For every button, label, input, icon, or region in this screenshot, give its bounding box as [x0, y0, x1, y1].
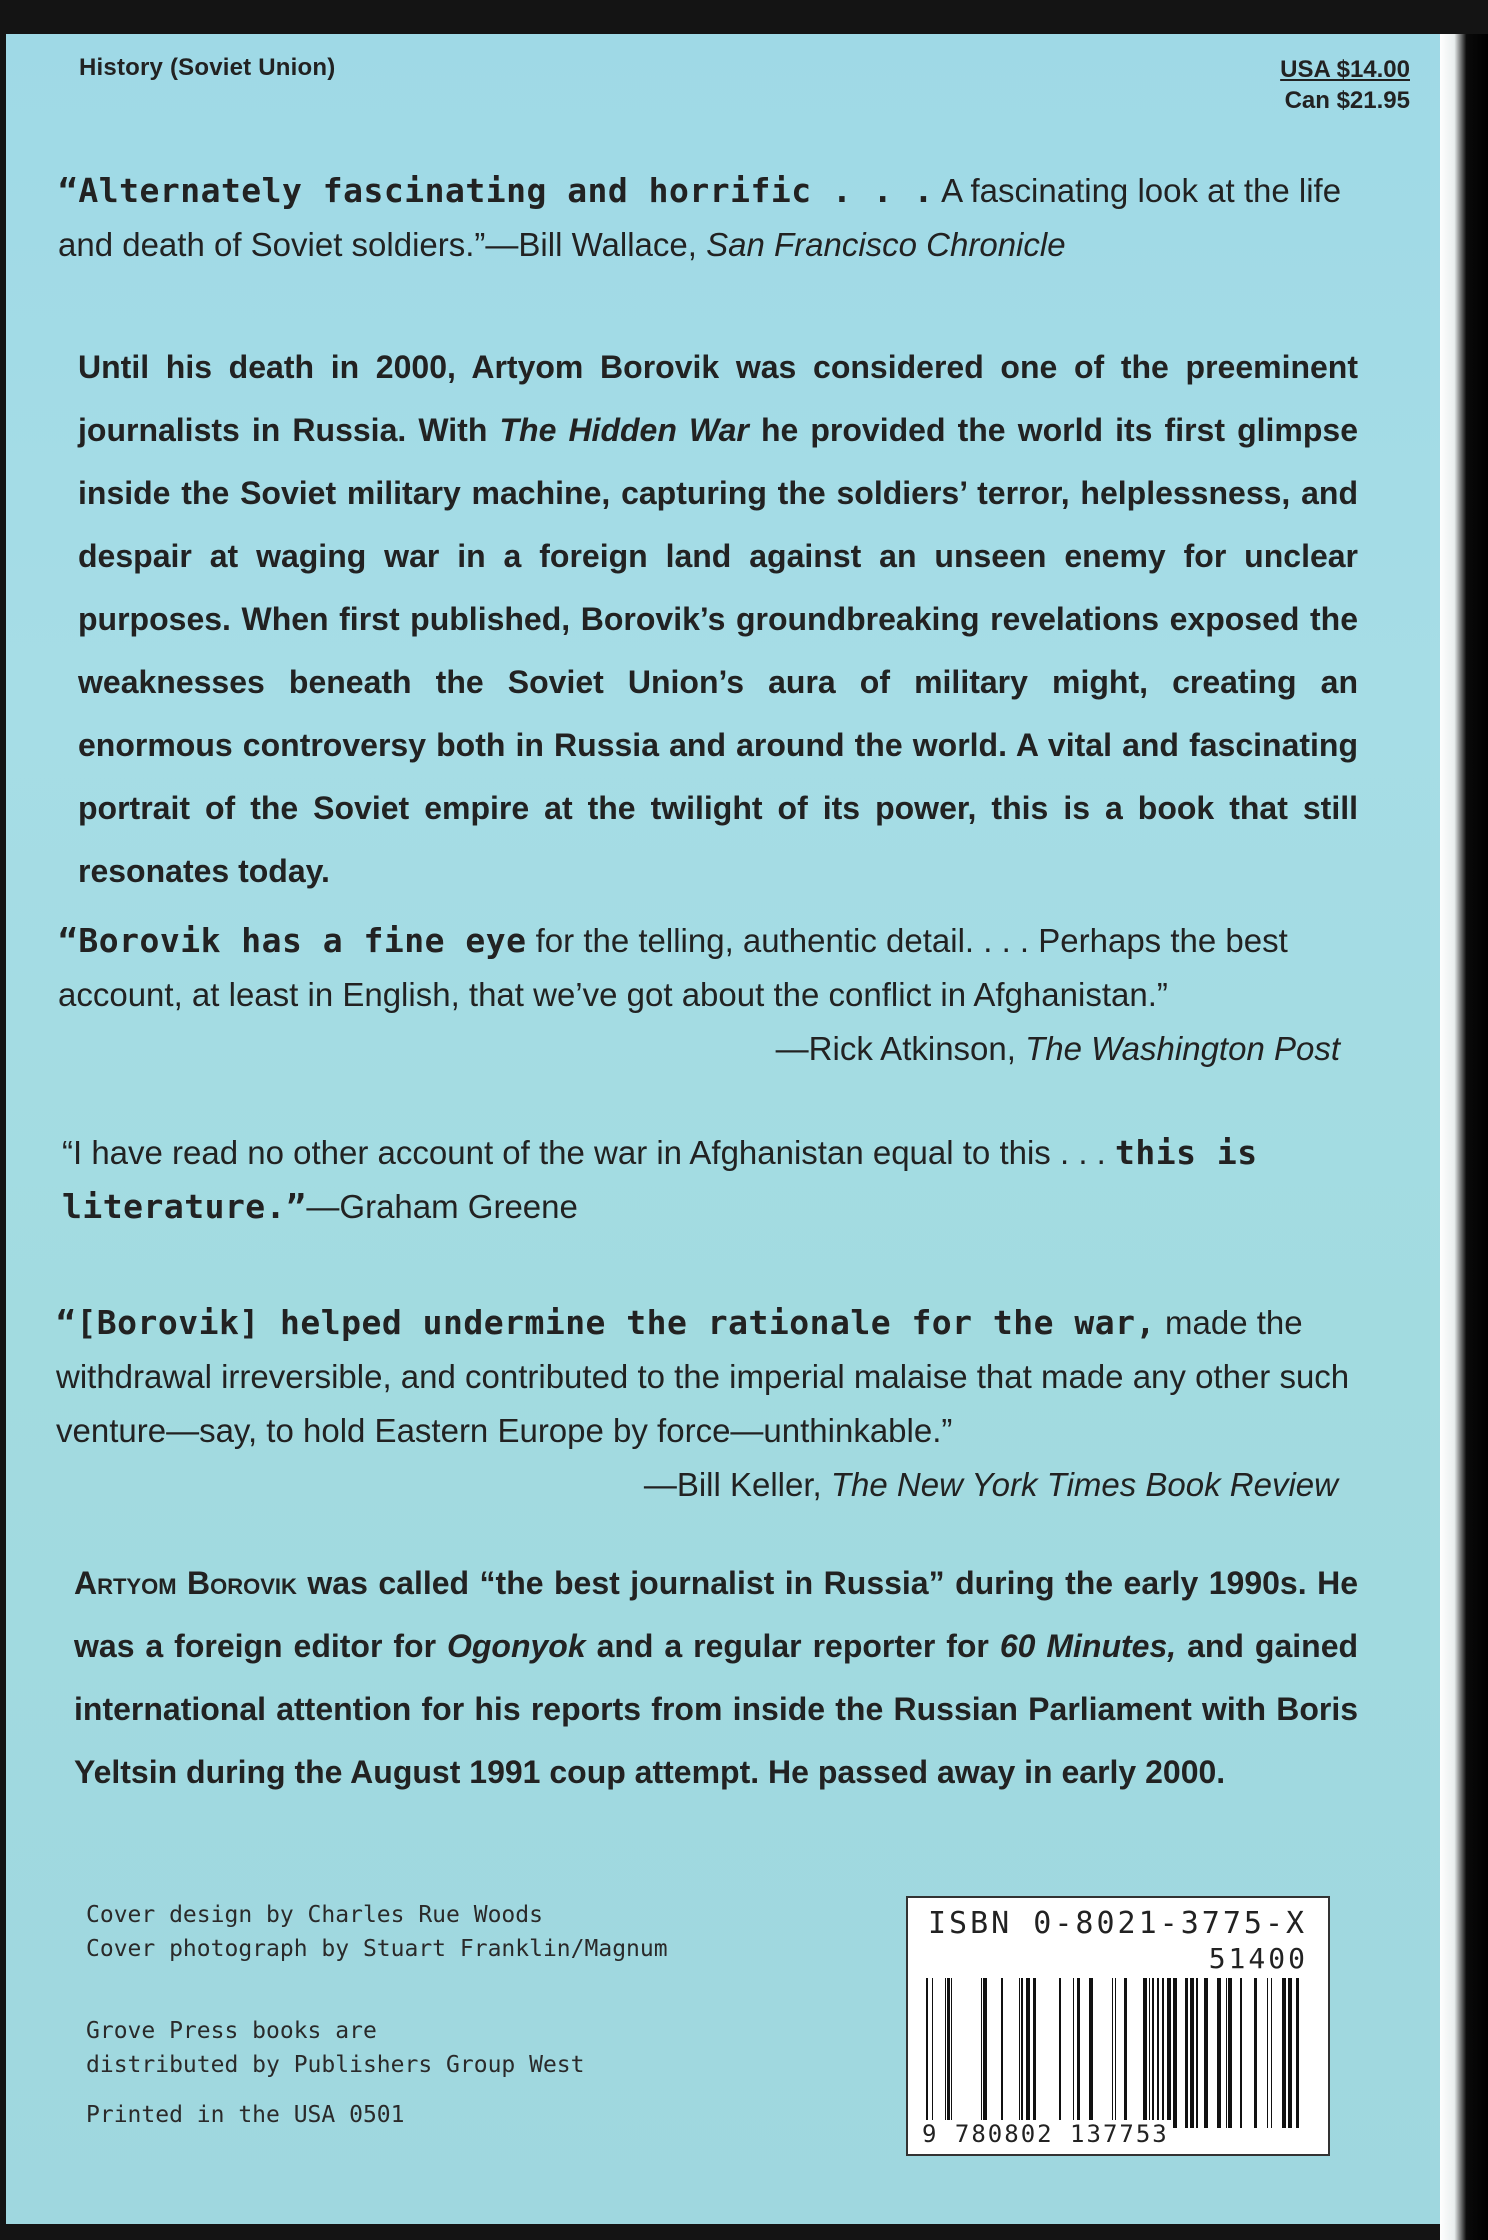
quote-keller — [56, 1296, 1356, 1512]
quote-greene-text: “I have read no other account of the war in Afghanistan equal to this . . . — [62, 1134, 1115, 1171]
cover-edge — [1440, 34, 1488, 2240]
barcode-bars-icon — [922, 1978, 1314, 2128]
quote-keller-attribution: —Bill Keller, The New York Times Book Review — [643, 1466, 1338, 1503]
quote-keller-lead: “[Borovik] helped undermine the rationale for the war, — [56, 1303, 1156, 1342]
author-bio: Artyom Borovik was called “the best journalist in Russia” during the early 1990s. He was a foreign editor for Ogonyok and a regular reporter for 60 Minutes, and gained international attention for his reports from inside the Russian Parliament with Boris Yeltsin during the August 1991 coup attempt. He passed away in early 2000. — [74, 1565, 1359, 1790]
book-title: The Hidden War — [499, 412, 749, 448]
price-block — [1280, 54, 1410, 116]
magazine-ogonyok: Ogonyok — [446, 1628, 586, 1664]
isbn-number: ISBN 0-8021-3775-X — [928, 1906, 1308, 1941]
quote-atkinson — [58, 914, 1358, 1076]
quote-keller-source: The New York Times Book Review — [830, 1466, 1338, 1503]
back-cover — [6, 34, 1464, 2224]
program-60-minutes: 60 Minutes, — [999, 1628, 1177, 1664]
quote-wallace — [58, 164, 1358, 272]
price-can: Can $21.95 — [1284, 87, 1410, 114]
quote-atkinson-attribution: —Rick Atkinson, The Washington Post — [775, 1030, 1340, 1067]
cover-photo-credit: Cover photograph by Stuart Franklin/Magnum — [86, 1936, 668, 1962]
description-part1: Until his death in 2000, Artyom Borovik was considered one of the preeminent journalists in Russia. With — [78, 349, 1358, 448]
barcode-price-code: 51400 — [1208, 1942, 1308, 1975]
isbn-barcode — [906, 1896, 1330, 2156]
quote-greene-lead: this is literature.” — [62, 1133, 1258, 1226]
quote-wallace-text: A fascinating look at the life and death of Soviet soldiers.”—Bill Wallace, — [58, 172, 1342, 263]
printed-note: Printed in the USA 0501 — [86, 2102, 405, 2128]
quote-greene — [62, 1126, 1362, 1234]
quote-keller-text: made the withdrawal irreversible, and contributed to the imperial malaise that made any other such venture—say, to hold Eastern Europe by force—unthinkable.” — [56, 1304, 1350, 1449]
cover-credits — [86, 1898, 668, 1966]
cover-design-credit: Cover design by Charles Rue Woods — [86, 1902, 543, 1928]
description-paragraph — [78, 336, 1358, 903]
barcode-number: 9 780802 137753 — [922, 2120, 1173, 2148]
quote-wallace-source: San Francisco Chronicle — [706, 226, 1066, 263]
quote-atkinson-lead: “Borovik has a fine eye — [58, 921, 527, 960]
category-label: History (Soviet Union) — [79, 54, 336, 81]
quote-wallace-lead: “Alternately fascinating and horrific . . . — [58, 171, 934, 210]
quote-atkinson-source: The Washington Post — [1025, 1030, 1340, 1067]
price-usa: USA $14.00 — [1280, 56, 1410, 83]
description-part2: he provided the world its first glimpse inside the Soviet military machine, capturing the soldiers’ terror, helplessness, and despair at waging war in a foreign land against an unseen enemy for unclear purposes. When first published, Borovik’s groundbreaking revelations exposed the weaknesses beneath the Soviet Union’s aura of military might, creating an enormous controversy both in Russia and around the world. A vital and fascinating portrait of the Soviet empire at the twilight of its power, this is a book that still resonates today. — [78, 412, 1359, 889]
quote-atkinson-text: for the telling, authentic detail. . . . Perhaps the best account, at least in English, that we’ve got about the conflict in Afghanistan.” — [58, 922, 1288, 1013]
author-name: Artyom Borovik — [74, 1565, 297, 1601]
quote-greene-attribution: —Graham Greene — [306, 1188, 578, 1225]
distribution-note: Grove Press books are distributed by Publishers Group West — [86, 2018, 585, 2078]
